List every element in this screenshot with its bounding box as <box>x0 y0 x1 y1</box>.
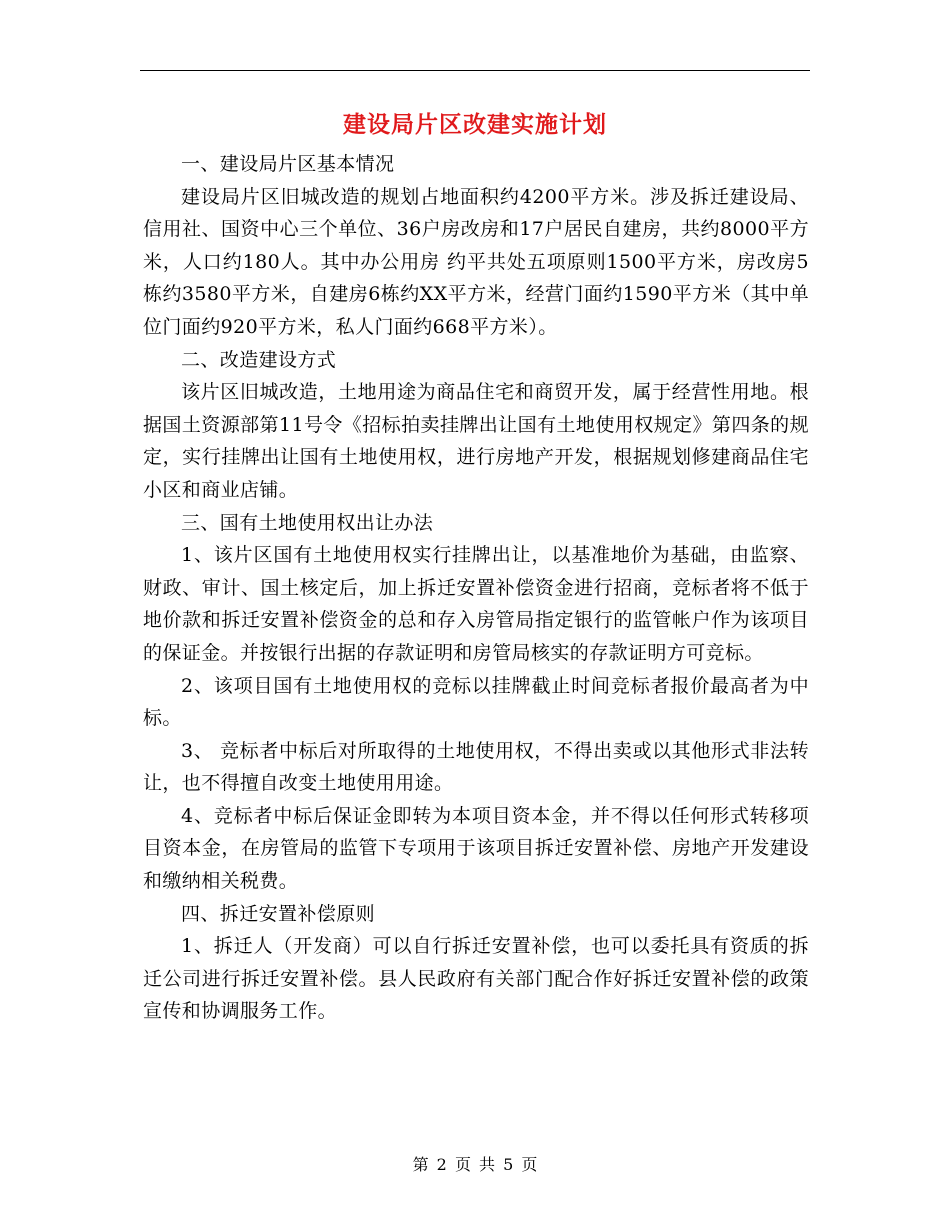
paragraph: 建设局片区旧城改造的规划占地面积约4200平方米。涉及拆迁建设局、信用社、国资中心三个单位、36户房改房和17户居民自建房，共约8000平方米，人口约180人。其中办公用房 约平共处五项原则1500平方米，房改房5栋约3580平方米，自建房6栋约XX平方米，经营门面约1590平方米（其中单位门面约920平方米，私人门面约668平方米）。 <box>143 185 809 338</box>
paragraph: 1、拆迁人（开发商）可以自行拆迁安置补偿，也可以委托具有资质的拆迁公司进行拆迁安置补偿。县人民政府有关部门配合作好拆迁安置补偿的政策宣传和协调服务工作。 <box>143 935 809 1023</box>
paragraph: 3、 竞标者中标后对所取得的土地使用权，不得出卖或以其他形式非法转让，也不得擅自改变土地使用用途。 <box>143 739 809 795</box>
section-heading-4: 四、拆迁安置补偿原则 <box>181 902 376 925</box>
section-heading-3: 三、国有土地使用权出让办法 <box>181 511 434 534</box>
document-title: 建设局片区改建实施计划 <box>343 111 607 138</box>
paragraph: 该片区旧城改造，土地用途为商品住宅和商贸开发，属于经营性用地。根据国土资源部第11号令《招标拍卖挂牌出让国有土地使用权规定》第四条的规定，实行挂牌出让国有土地使用权，进行房地产开发，根据规划修建商品住宅小区和商业店铺。 <box>143 381 809 501</box>
page-number: 第 2 页 共 5 页 <box>412 1155 538 1174</box>
section-heading-1: 一、建设局片区基本情况 <box>181 153 395 175</box>
section-heading-2: 二、改造建设方式 <box>181 348 337 371</box>
document-body <box>143 148 809 1028</box>
header-rule <box>140 70 810 71</box>
paragraph: 4、竞标者中标后保证金即转为本项目资本金，并不得以任何形式转移项目资本金，在房管局的监管下专项用于该项目拆迁安置补偿、房地产开发建设和缴纳相关税费。 <box>143 804 809 893</box>
paragraph: 1、该片区国有土地使用权实行挂牌出让，以基准地价为基础，由监察、财政、审计、国土核定后，加上拆迁安置补偿资金进行招商，竞标者将不低于地价款和拆迁安置补偿资金的总和存入房管局指定银行的监管帐户作为该项目的保证金。并按银行出据的存款证明和房管局核实的存款证明方可竞标。 <box>143 544 809 664</box>
paragraph: 2、该项目国有土地使用权的竞标以挂牌截止时间竞标者报价最高者为中标。 <box>143 674 809 730</box>
